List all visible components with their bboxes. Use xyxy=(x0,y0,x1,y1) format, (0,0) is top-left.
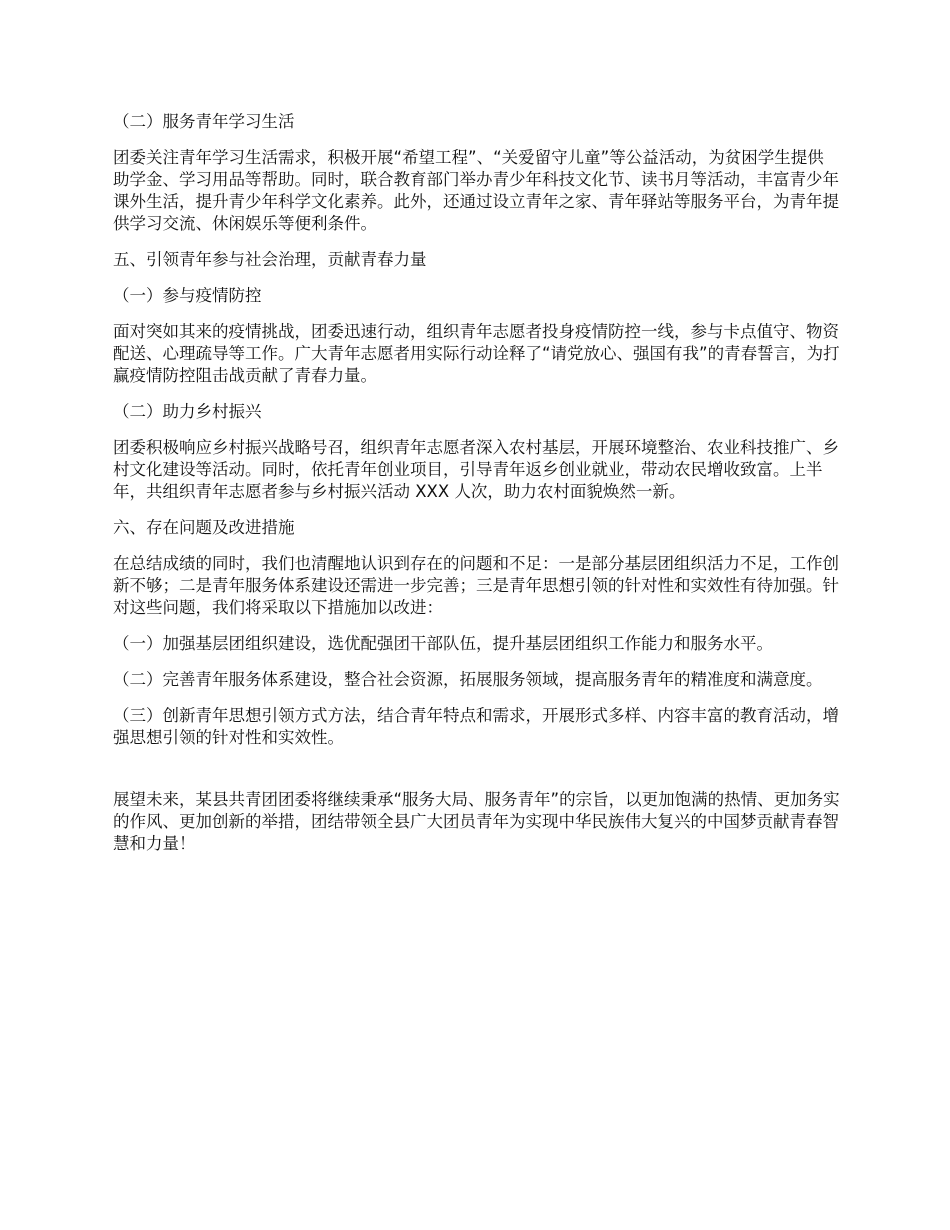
improvement-item-2: （二）完善青年服务体系建设，整合社会资源，拓展服务领域，提高服务青年的精准度和满意度。 xyxy=(113,670,823,689)
paragraph-outlook: 展望未来，某县共青团团委将继续秉承“服务大局、服务青年”的宗旨，以更加饱满的热情、更加务实的作风、更加创新的举措，团结带领全县广大团员青年为实现中华民族伟大复兴的中国梦贡献青春智慧和力量！ xyxy=(113,790,840,853)
paragraph-epidemic-control: 面对突如其来的疫情挑战，团委迅速行动，组织青年志愿者投身疫情防控一线，参与卡点值守、物资配送、心理疏导等工作。广大青年志愿者用实际行动诠释了“请党放心、强国有我”的青春誓言，为打赢疫情防控阻击战贡献了青春力量。 xyxy=(113,322,840,385)
paragraph-rural-revitalization: 团委积极响应乡村振兴战略号召，组织青年志愿者深入农村基层，开展环境整治、农业科技推广、乡村文化建设等活动。同时，依托青年创业项目，引导青年返乡创业就业，带动农民增收致富。上半年，共组织青年志愿者参与乡村振兴活动 XXX 人次，助力农村面貌焕然一新。 xyxy=(113,438,839,501)
paragraph-problems-summary: 在总结成绩的同时，我们也清醒地认识到存在的问题和不足：一是部分基层团组织活力不足，工作创新不够；二是青年服务体系建设还需进一步完善；三是青年思想引领的针对性和实效性有待加强。针对这些问题，我们将采取以下措施加以改进： xyxy=(113,554,839,617)
improvement-item-3: （三）创新青年思想引领方式方法，结合青年特点和需求，开展形式多样、内容丰富的教育活动，增强思想引领的针对性和实效性。 xyxy=(113,706,839,747)
subsection-heading-epidemic-control: （一）参与疫情防控 xyxy=(113,286,262,305)
subsection-heading-serve-youth-study: （二）服务青年学习生活 xyxy=(113,112,295,131)
subsection-heading-rural-revitalization: （二）助力乡村振兴 xyxy=(113,402,262,421)
section-heading-social-governance: 五、引领青年参与社会治理，贡献青春力量 xyxy=(113,250,427,269)
document-body xyxy=(113,111,840,869)
paragraph-serve-youth-study: 团委关注青年学习生活需求，积极开展“希望工程”、“关爱留守儿童”等公益活动，为贫困学生提供助学金、学习用品等帮助。同时，联合教育部门举办青少年科技文化节、读书月等活动，丰富青少年课外生活，提升青少年科学文化素养。此外，还通过设立青年之家、青年驿站等服务平台，为青年提供学习交流、休闲娱乐等便利条件。 xyxy=(113,148,839,233)
section-heading-problems-improvements: 六、存在问题及改进措施 xyxy=(113,518,295,537)
improvement-item-1: （一）加强基层团组织建设，选优配强团干部队伍，提升基层团组织工作能力和服务水平。 xyxy=(113,634,773,653)
